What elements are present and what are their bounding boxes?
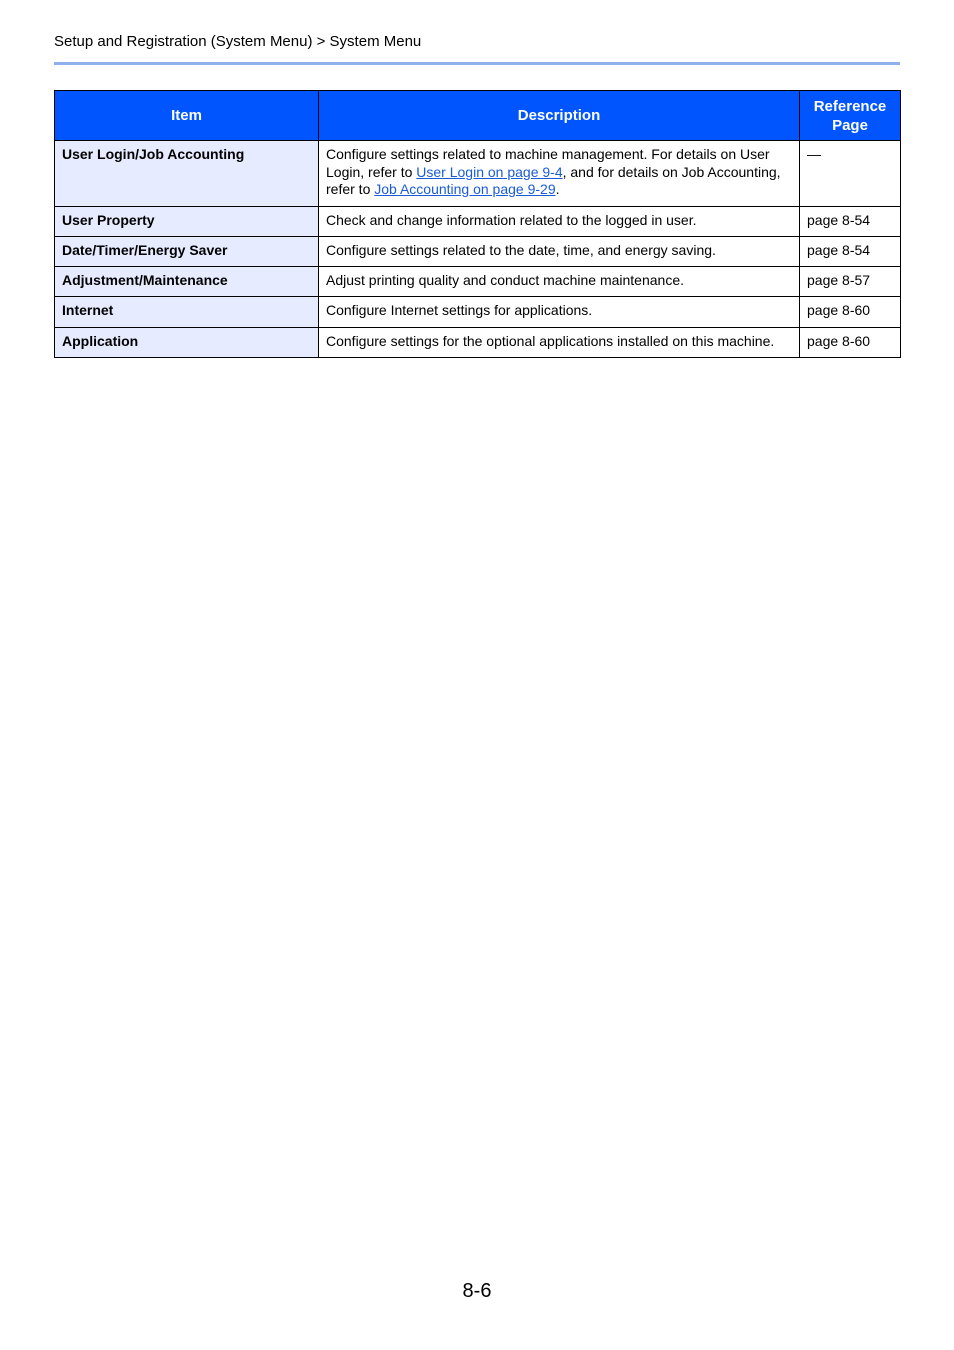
header-divider <box>54 62 900 65</box>
row-description: Check and change information related to the logged in user. <box>319 207 800 237</box>
description-text: Configure settings related to machine management. For details on User Login, refer to <box>326 146 770 180</box>
row-reference: page 8-60 <box>800 297 901 328</box>
row-reference: page 8-54 <box>800 207 901 237</box>
row-item-application: Application <box>55 328 319 358</box>
table-row <box>55 267 901 297</box>
column-header-item: Item <box>55 91 319 141</box>
table-row <box>55 237 901 267</box>
row-description: Configure settings related to the date, time, and energy saving. <box>319 237 800 267</box>
row-item-user-login-job-accounting: User Login/Job Accounting <box>55 141 319 207</box>
row-reference: — <box>800 141 901 207</box>
row-description <box>319 141 800 207</box>
row-description: Adjust printing quality and conduct machine maintenance. <box>319 267 800 297</box>
table-row <box>55 207 901 237</box>
table-row <box>55 297 901 328</box>
row-description: Configure Internet settings for applications. <box>319 297 800 328</box>
system-menu-table <box>54 90 901 358</box>
row-reference: page 8-54 <box>800 237 901 267</box>
row-description: Configure settings for the optional applications installed on this machine. <box>319 328 800 358</box>
table-row <box>55 141 901 207</box>
breadcrumb: Setup and Registration (System Menu) > System Menu <box>54 33 422 50</box>
column-header-reference-line2: Page <box>832 116 868 134</box>
row-item-internet: Internet <box>55 297 319 328</box>
table-header-row <box>55 91 901 141</box>
table-row <box>55 328 901 358</box>
job-accounting-link[interactable]: Job Accounting on page 9-29 <box>374 181 556 197</box>
row-item-adjustment-maintenance: Adjustment/Maintenance <box>55 267 319 297</box>
user-login-link[interactable]: User Login on page 9-4 <box>416 163 563 180</box>
row-reference: page 8-60 <box>800 328 901 358</box>
column-header-description: Description <box>319 91 800 141</box>
row-reference: page 8-57 <box>800 267 901 297</box>
row-item-date-timer-energy-saver: Date/Timer/Energy Saver <box>55 237 319 267</box>
description-text: , and for details on Job Accounting, refer to <box>326 163 781 197</box>
column-header-reference-line1: Reference <box>813 97 887 115</box>
column-header-reference-page <box>800 91 901 141</box>
row-item-user-property: User Property <box>55 207 319 237</box>
page-number: 8-6 <box>462 1280 492 1302</box>
description-text: . <box>555 181 560 197</box>
